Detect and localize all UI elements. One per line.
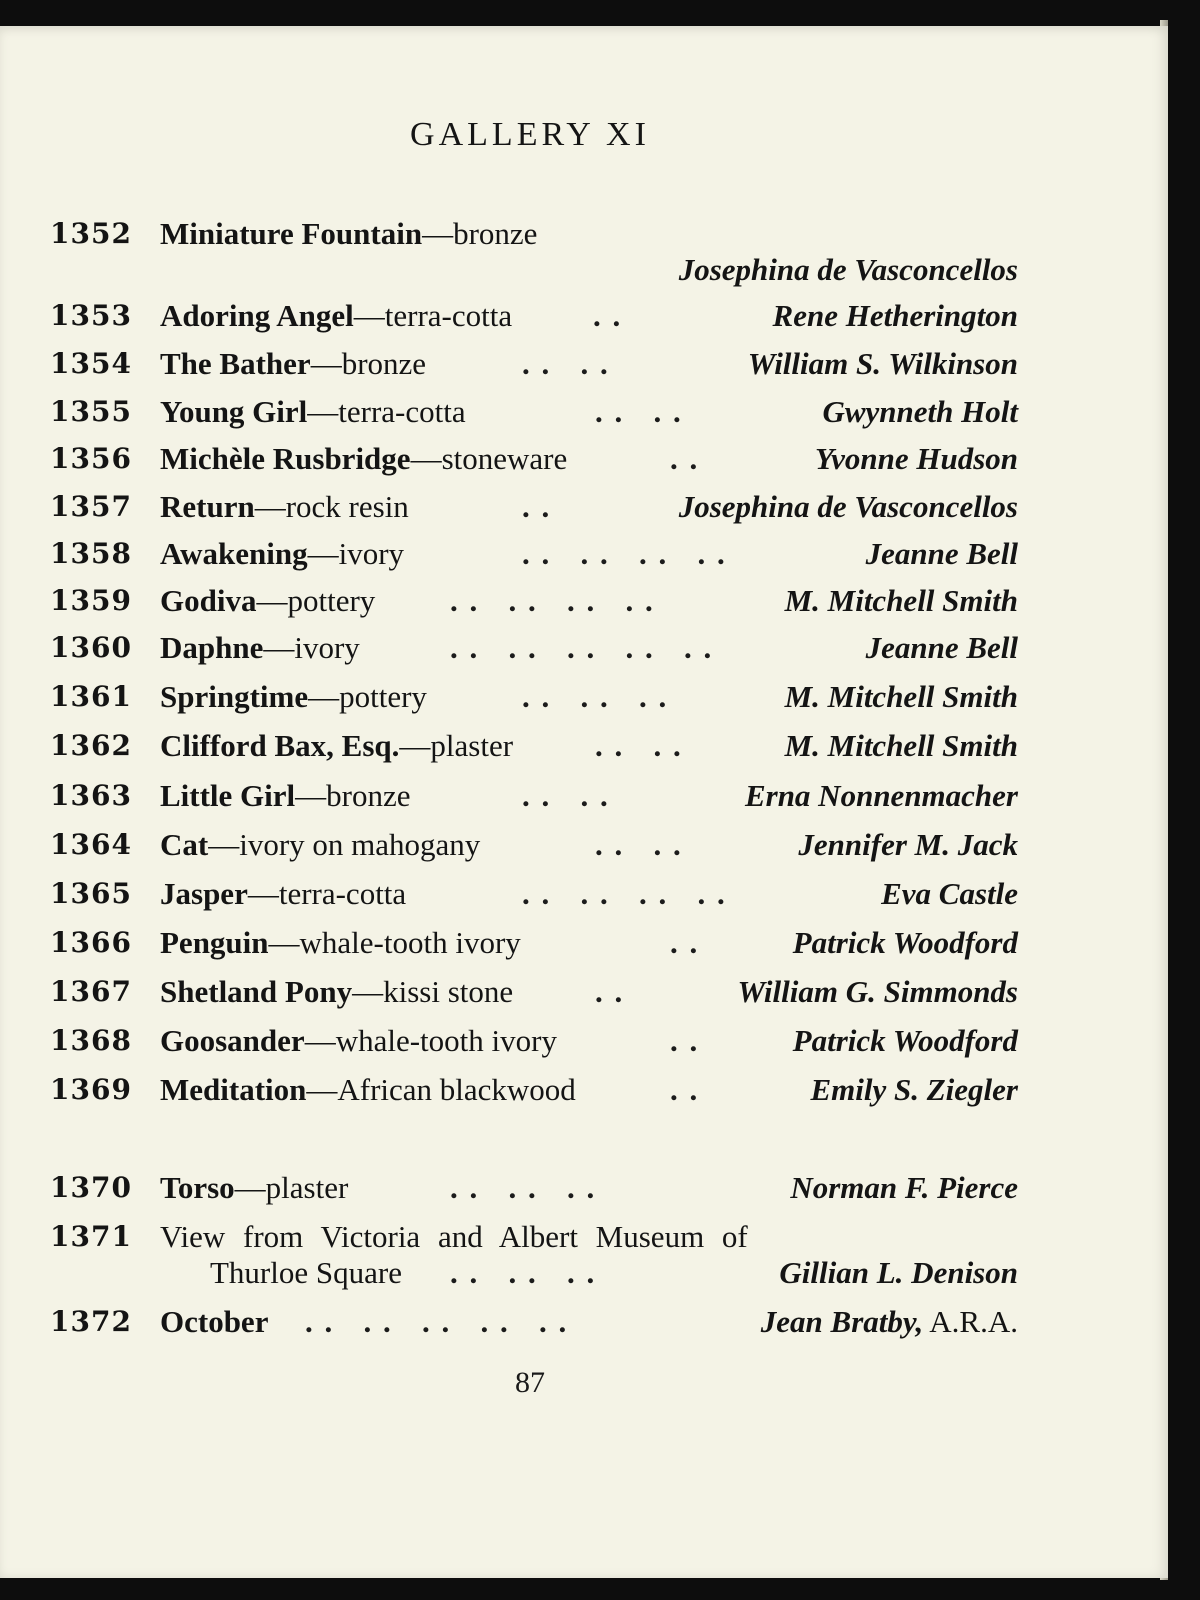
entry-artist: Josephina de Vasconcellos: [678, 252, 1018, 287]
entry-number: 1362: [50, 729, 132, 762]
entry-title: Cat: [160, 827, 209, 862]
leader-dots: . . . . . . . .: [450, 583, 655, 618]
leader-dots: . . . .: [522, 778, 610, 813]
catalogue-entry: [50, 923, 1018, 963]
entry-artist: Patrick Woodford: [792, 925, 1018, 960]
catalogue-entry-continuation: [50, 250, 1018, 290]
artist-suffix: A.R.A.: [923, 1304, 1018, 1339]
leader-dots: . . . .: [595, 827, 683, 862]
entry-title: Godiva: [160, 583, 257, 618]
entry-artist: [761, 1302, 1018, 1342]
catalogue-entry: [50, 1217, 1018, 1257]
entry-artist: William G. Simmonds: [737, 974, 1018, 1009]
entry-material: —plaster: [234, 1170, 349, 1205]
catalogue-entry: [50, 581, 1018, 621]
entry-artist: Norman F. Pierce: [790, 1170, 1018, 1205]
entry-title: Meditation: [160, 1072, 307, 1107]
leader-dots: . . . . . .: [450, 1255, 597, 1290]
entry-number: 1360: [50, 631, 132, 664]
catalogue-entry: [50, 1168, 1018, 1208]
entry-artist: Jeanne Bell: [865, 536, 1018, 571]
entry-title-line: [160, 1168, 348, 1208]
entry-material: —rock resin: [254, 489, 409, 524]
catalogue-entry: [50, 296, 1018, 336]
entry-title-line: [160, 825, 480, 865]
leader-dots: . .: [670, 441, 700, 476]
entry-number: 1369: [50, 1073, 132, 1106]
entry-material: —bronze: [310, 346, 427, 381]
entry-title: The Bather: [160, 346, 311, 381]
entry-title: Adoring Angel: [160, 298, 354, 333]
entry-title-line: [160, 1302, 268, 1342]
entry-title-line: [160, 214, 537, 254]
entry-number: 1358: [50, 537, 132, 570]
entry-title: Awakening: [160, 536, 308, 571]
catalogue-entry: [50, 628, 1018, 668]
entry-number: 1371: [50, 1220, 132, 1253]
entry-title: View from Victoria and Albert Museum of: [160, 1219, 748, 1254]
entry-title-line: [160, 1070, 576, 1110]
entry-number: 1363: [50, 779, 132, 812]
entry-title-line: [160, 726, 513, 766]
leader-dots: . . . . . .: [450, 1170, 597, 1205]
entry-artist: Patrick Woodford: [792, 1023, 1018, 1058]
entry-artist: Emily S. Ziegler: [810, 1072, 1018, 1107]
entry-artist: Jeanne Bell: [865, 630, 1018, 665]
catalogue-entry: [50, 392, 1018, 432]
entry-title-line: [160, 923, 521, 963]
entry-number: 1370: [50, 1171, 132, 1204]
catalogue-entry: [50, 1021, 1018, 1061]
entry-artist: M. Mitchell Smith: [784, 583, 1018, 618]
entry-material: —ivory: [263, 630, 360, 665]
leader-dots: . . . . . . . .: [522, 536, 727, 571]
entry-artist: M. Mitchell Smith: [784, 728, 1018, 763]
leader-dots: . . . .: [595, 728, 683, 763]
entry-artist: William S. Wilkinson: [747, 346, 1018, 381]
entry-title-line: [160, 972, 513, 1012]
leader-dots: . . . . . .: [522, 679, 669, 714]
entry-title: Springtime: [160, 679, 309, 714]
leader-dots: . .: [670, 925, 700, 960]
entry-title-line: [160, 534, 404, 574]
entry-title: Clifford Bax, Esq.: [160, 728, 400, 763]
catalogue-entry: [50, 487, 1018, 527]
catalogue-entry: [50, 1302, 1018, 1342]
entry-material: —terra-cotta: [307, 394, 466, 429]
entry-title: October: [160, 1304, 269, 1339]
entry-number: 1357: [50, 490, 132, 523]
entry-title-line: [160, 296, 512, 336]
catalogue-entry: [50, 874, 1018, 914]
leader-dots: . .: [670, 1072, 700, 1107]
catalogue-entry: [50, 972, 1018, 1012]
entry-artist: Yvonne Hudson: [815, 441, 1018, 476]
catalogue-entry: [50, 825, 1018, 865]
catalogue-entry: [50, 214, 1018, 254]
entry-number: 1367: [50, 975, 132, 1008]
leader-dots: . .: [670, 1023, 700, 1058]
catalogue-entry: [50, 534, 1018, 574]
entry-number: 1364: [50, 828, 132, 861]
entry-title: Michèle Rusbridge: [160, 441, 411, 476]
page-title: GALLERY XI: [410, 116, 650, 153]
entry-number: 1365: [50, 877, 132, 910]
entry-title-line: [160, 628, 360, 668]
catalogue-entry: [50, 677, 1018, 717]
entry-title-line: [160, 392, 466, 432]
entry-material: —kissi stone: [352, 974, 514, 1009]
entry-artist: Josephina de Vasconcellos: [678, 489, 1018, 524]
entry-artist: Jennifer M. Jack: [798, 827, 1018, 862]
entry-artist: Rene Hetherington: [772, 298, 1018, 333]
entry-title-line: [160, 874, 406, 914]
catalogue-entry: [50, 439, 1018, 479]
entry-title: Miniature Fountain: [160, 216, 423, 251]
catalogue-entry: [50, 726, 1018, 766]
entry-number: 1353: [50, 299, 132, 332]
leader-dots: . .: [595, 974, 625, 1009]
entry-material: —African blackwood: [306, 1072, 576, 1107]
entry-title-line: [160, 1021, 557, 1061]
page-number: 87: [515, 1366, 545, 1399]
entry-number: 1361: [50, 680, 132, 713]
entry-title-line: [160, 344, 426, 384]
leader-dots: . . . . . . . . . .: [450, 630, 714, 665]
entry-material: —pottery: [308, 679, 427, 714]
entry-artist: Gwynneth Holt: [822, 394, 1018, 429]
entry-title: Torso: [160, 1170, 235, 1205]
entry-artist: Gillian L. Denison: [779, 1255, 1018, 1290]
leader-dots: . . . . . . . .: [522, 876, 727, 911]
entry-material: —ivory on mahogany: [208, 827, 481, 862]
leader-dots: . .: [522, 489, 552, 524]
entry-title: Jasper: [160, 876, 248, 911]
catalogue-entry: [50, 776, 1018, 816]
entry-number: 1352: [50, 217, 132, 250]
entry-material: —bronze: [422, 216, 538, 251]
entry-title-line: [160, 581, 375, 621]
entry-material: —terra-cotta: [353, 298, 513, 333]
entry-material: —bronze: [295, 778, 411, 813]
catalogue-entry: [50, 1070, 1018, 1110]
entry-material: —stoneware: [410, 441, 568, 476]
entry-material: —whale-tooth ivory: [268, 925, 521, 960]
artist-name: Jean Bratby,: [760, 1304, 924, 1339]
catalogue-page: [0, 26, 1168, 1578]
entry-number: 1359: [50, 584, 132, 617]
entry-title-line: [160, 439, 567, 479]
entry-artist: Eva Castle: [881, 876, 1018, 911]
entry-title-line2: Thurloe Square: [210, 1255, 402, 1290]
entry-artist: M. Mitchell Smith: [784, 679, 1018, 714]
entry-number: 1366: [50, 926, 132, 959]
catalogue-entry: [50, 344, 1018, 384]
entry-title-line: [160, 776, 411, 816]
entry-material: —terra-cotta: [247, 876, 407, 911]
entry-title-line: [160, 487, 409, 527]
entry-number: 1355: [50, 395, 132, 428]
entry-title: Return: [160, 489, 255, 524]
entry-material: —ivory: [307, 536, 405, 571]
catalogue-entry-continuation: [50, 1253, 1018, 1293]
leader-dots: . . . .: [595, 394, 683, 429]
leader-dots: . . . .: [522, 346, 610, 381]
entry-number: 1368: [50, 1024, 132, 1057]
entry-number: 1356: [50, 442, 132, 475]
entry-title: Penguin: [160, 925, 269, 960]
entry-number: 1372: [50, 1305, 132, 1338]
entry-artist: Erna Nonnenmacher: [744, 778, 1018, 813]
entry-title: Goosander: [160, 1023, 305, 1058]
entry-material: —whale-tooth ivory: [304, 1023, 557, 1058]
entry-number: 1354: [50, 347, 132, 380]
entry-title-line: [160, 677, 427, 717]
entry-title: Shetland Pony: [160, 974, 353, 1009]
entry-material: —plaster: [399, 728, 514, 763]
entry-title: Daphne: [160, 630, 264, 665]
leader-dots: . .: [593, 298, 623, 333]
leader-dots: . . . . . . . . . .: [305, 1304, 569, 1339]
entry-title: Young Girl: [160, 394, 308, 429]
entry-material: —pottery: [256, 583, 376, 618]
entry-title: Little Girl: [160, 778, 296, 813]
